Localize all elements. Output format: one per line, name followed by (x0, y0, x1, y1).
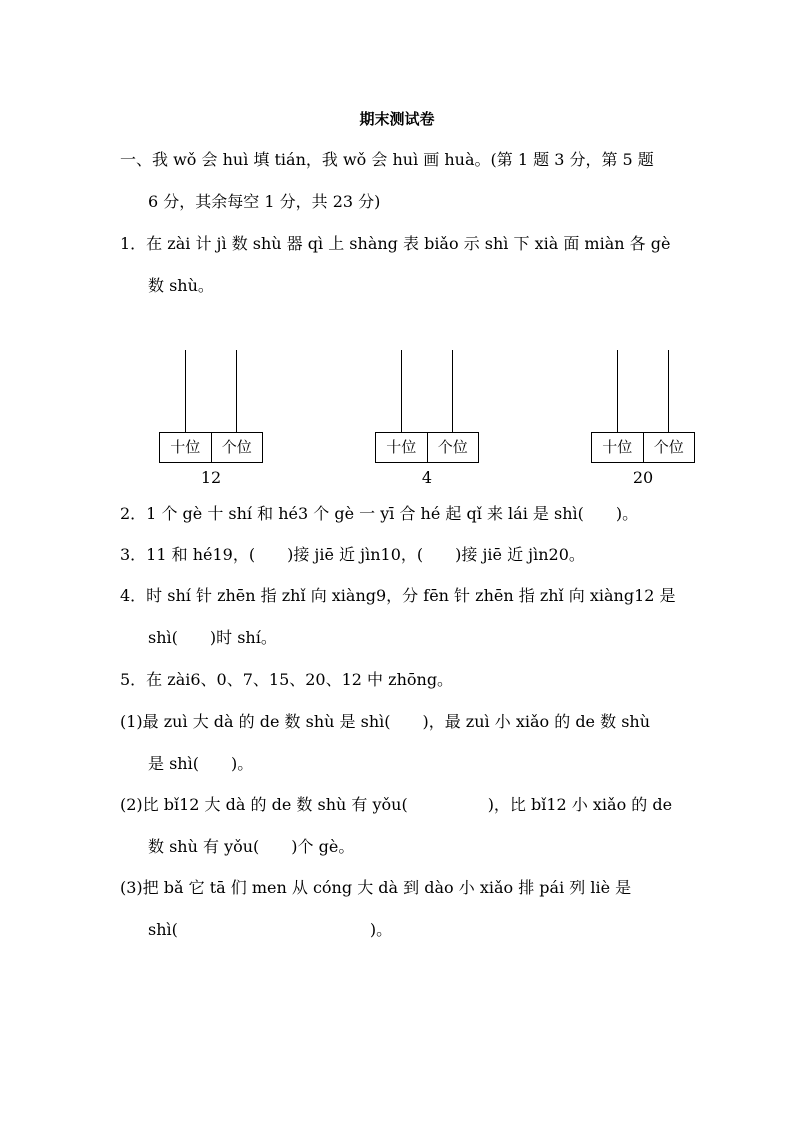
question-5-part-1: (1)最 zuì 大 dà 的 de 数 shù 是 shì( )，最 zuì 小 xiǎo 的 de 数 shù (120, 712, 651, 731)
question-5-part-3-cont: shì( )。 (148, 920, 393, 939)
abacus-rod-ones (668, 350, 669, 432)
question-4: 4．时 shí 针 zhēn 指 zhǐ 向 xiàng9，分 fēn 针 zhēn 指 zhǐ 向 xiàng12 是 (120, 586, 676, 605)
page-title: 期末测试卷 (359, 110, 435, 128)
abacus-number: 4 (421, 468, 433, 487)
section-1-heading-cont: 6 分，其余每空 1 分，共 23 分) (148, 192, 381, 211)
question-1: 1．在 zài 计 jì 数 shù 器 qì 上 shàng 表 biǎo 示 shì 下 xià 面 miàn 各 gè (120, 234, 671, 253)
abacus-rod-tens (617, 350, 618, 432)
question-5-part-1-cont: 是 shì( )。 (148, 754, 254, 773)
abacus-number: 12 (200, 468, 222, 487)
ones-label: 个位 (211, 433, 263, 462)
ones-label: 个位 (427, 433, 479, 462)
abacus-rod-tens (185, 350, 186, 432)
question-2: 2．1 个 gè 十 shí 和 hé3 个 gè 一 yī 合 hé 起 qǐ 来 lái 是 shì( )。 (120, 504, 639, 523)
abacus-rod-ones (236, 350, 237, 432)
ones-label: 个位 (643, 433, 695, 462)
tens-label: 十位 (170, 438, 201, 456)
abacus-number: 20 (632, 468, 654, 487)
tens-label: 十位 (602, 438, 633, 456)
question-4-cont: shì( )时 shí。 (148, 628, 277, 647)
abacus-rod-tens (401, 350, 402, 432)
place-value-box (375, 432, 479, 463)
question-5-part-2: (2)比 bǐ12 大 dà 的 de 数 shù 有 yǒu( )，比 bǐ12 小 xiǎo 的 de (120, 795, 673, 814)
tens-label: 十位 (386, 438, 417, 456)
question-5: 5．在 zài6、0、7、15、20、12 中 zhōng。 (120, 670, 454, 689)
section-1-heading: 一、我 wǒ 会 huì 填 tián，我 wǒ 会 huì 画 huà。(第 1 题 3 分，第 5 题 (120, 150, 654, 169)
question-3: 3．11 和 hé19，( )接 jiē 近 jìn10，( )接 jiē 近 jìn20。 (120, 545, 585, 564)
question-5-part-3: (3)把 bǎ 它 tā 们 men 从 cóng 大 dà 到 dào 小 xiǎo 排 pái 列 liè 是 (120, 878, 632, 897)
place-value-box (591, 432, 695, 463)
question-1-cont: 数 shù。 (148, 276, 214, 295)
place-value-box (159, 432, 263, 463)
question-5-part-2-cont: 数 shù 有 yǒu( )个 gè。 (148, 837, 355, 856)
abacus-rod-ones (452, 350, 453, 432)
